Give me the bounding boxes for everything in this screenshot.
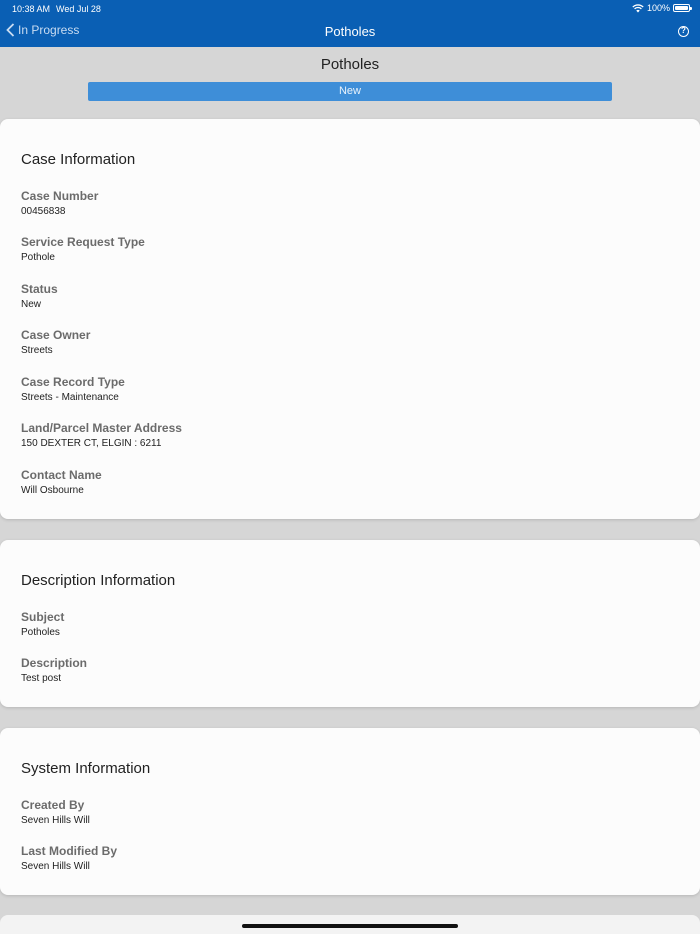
field-value: Pothole xyxy=(21,252,55,263)
record-title: Potholes xyxy=(320,56,380,73)
field-value: 150 DEXTER CT, ELGIN : 6211 xyxy=(21,438,162,449)
battery-icon xyxy=(673,4,690,12)
field-label: Case Number xyxy=(21,189,99,203)
field-label: Land/Parcel Master Address xyxy=(21,421,182,435)
field-value: Streets - Maintenance xyxy=(21,392,119,403)
nav-title: Potholes xyxy=(324,24,376,39)
field-contact-name xyxy=(21,468,102,496)
field-label: Created By xyxy=(21,798,85,812)
field-case-record-type xyxy=(21,375,125,403)
record-header xyxy=(0,47,700,119)
field-label: Description xyxy=(21,656,88,670)
field-service-request-type xyxy=(21,235,145,263)
field-label: Status xyxy=(21,282,58,296)
field-label: Last Modified By xyxy=(21,844,118,858)
field-value: Seven Hills Will xyxy=(21,861,90,872)
field-value: Will Osbourne xyxy=(21,485,84,496)
wifi-icon xyxy=(632,4,644,13)
field-last-modified-by xyxy=(21,844,117,872)
description-information-card xyxy=(0,540,700,707)
field-case-number xyxy=(21,189,98,217)
section-title: Description Information xyxy=(21,572,176,589)
field-value: 00456838 xyxy=(21,206,66,217)
field-value: Seven Hills Will xyxy=(21,815,90,826)
case-information-card xyxy=(0,119,700,519)
status-path-bar[interactable]: New xyxy=(88,82,612,101)
field-value: Test post xyxy=(21,673,62,684)
field-label: Subject xyxy=(21,610,65,624)
field-status xyxy=(21,282,58,310)
field-subject xyxy=(21,610,64,638)
system-status-bar xyxy=(0,0,700,16)
field-case-owner xyxy=(21,328,90,356)
navigation-bar xyxy=(0,0,700,47)
status-date: Wed Jul 28 xyxy=(56,4,101,14)
status-right-cluster xyxy=(632,3,690,13)
field-value: Streets xyxy=(21,345,53,356)
back-button-label: In Progress xyxy=(18,23,80,37)
field-label: Case Record Type xyxy=(21,375,125,389)
section-title: Case Information xyxy=(21,151,136,168)
status-time: 10:38 AM xyxy=(12,4,51,14)
battery-percent: 100% xyxy=(646,3,670,13)
field-label: Contact Name xyxy=(21,468,102,482)
field-value: Potholes xyxy=(21,627,60,638)
section-title: System Information xyxy=(21,760,151,777)
field-address xyxy=(21,421,182,449)
field-value: New xyxy=(21,299,42,310)
field-label: Service Request Type xyxy=(21,235,145,249)
field-description xyxy=(21,656,87,684)
field-label: Case Owner xyxy=(21,328,91,342)
home-indicator[interactable] xyxy=(242,924,458,928)
system-information-card xyxy=(0,728,700,895)
help-icon[interactable]: ? xyxy=(678,26,689,37)
field-created-by xyxy=(21,798,90,826)
